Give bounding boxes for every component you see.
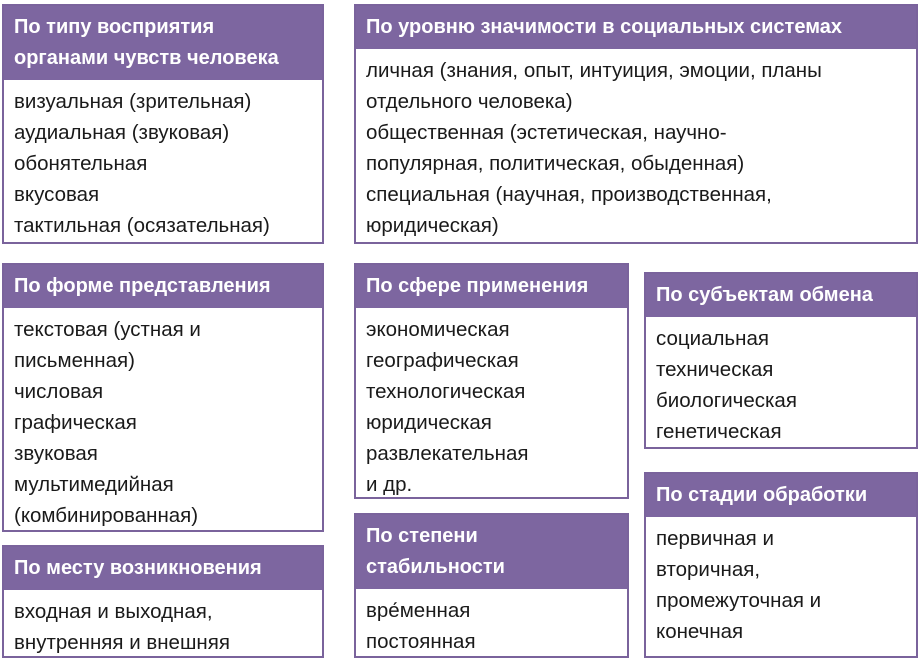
card-form-header <box>4 265 322 308</box>
list-item: специальная (научная, производственная, <box>366 183 772 206</box>
list-item: первичная и <box>656 527 774 550</box>
card-sphere <box>354 263 629 499</box>
card-significance-title-line: По уровню значимости в социальных системах <box>366 16 842 38</box>
card-stability-header <box>356 515 627 589</box>
list-item: числовая <box>14 380 104 403</box>
card-perception-title-line: органами чувств человека <box>14 47 279 69</box>
card-perception-header <box>4 6 322 80</box>
card-origin-header <box>4 547 322 590</box>
list-item: вкусовая <box>14 183 100 206</box>
card-form <box>2 263 324 532</box>
card-processing <box>644 472 918 658</box>
card-origin-body <box>4 590 322 658</box>
card-origin-title-line: По месту возникновения <box>14 557 262 579</box>
list-item: промежуточная и <box>656 589 822 612</box>
list-item: звуковая <box>14 442 98 465</box>
list-item: визуальная (зрительная) <box>14 90 252 113</box>
list-item: развлекательная <box>366 442 529 465</box>
card-perception-title-line: По типу восприятия <box>14 16 215 38</box>
list-item: графическая <box>14 411 137 434</box>
list-item: экономическая <box>366 318 510 341</box>
card-form-body <box>4 308 322 531</box>
card-processing-body <box>646 517 916 647</box>
list-item: входная и выходная, <box>14 600 213 623</box>
card-stability <box>354 513 629 658</box>
card-subjects-body <box>646 317 916 447</box>
card-processing-header <box>646 474 916 517</box>
list-item: техническая <box>656 358 774 381</box>
list-item: обонятельная <box>14 152 148 175</box>
card-perception-body <box>4 80 322 241</box>
card-form-title-line: По форме представления <box>14 275 271 297</box>
list-item: мультимедийная <box>14 473 174 496</box>
list-item: письменная) <box>14 349 135 372</box>
list-item: вторичная, <box>656 558 761 581</box>
list-item: популярная, политическая, обыденная) <box>366 152 745 175</box>
card-subjects <box>644 272 918 449</box>
list-item: текстовая (устная и <box>14 318 201 341</box>
list-item: юридическая) <box>366 214 499 237</box>
list-item: тактильная (осязательная) <box>14 214 270 237</box>
card-significance-body <box>356 49 916 241</box>
card-sphere-body <box>356 308 627 500</box>
list-item: конечная <box>656 620 744 643</box>
list-item: общественная (эстетическая, научно- <box>366 121 727 144</box>
list-item: личная (знания, опыт, интуиция, эмоции, планы <box>366 59 822 82</box>
list-item: постоянная <box>366 630 476 653</box>
card-origin <box>2 545 324 658</box>
card-stability-title-line: стабильности <box>366 556 505 578</box>
card-processing-title-line: По стадии обработки <box>656 484 868 506</box>
list-item: юридическая <box>366 411 492 434</box>
card-sphere-header <box>356 265 627 308</box>
card-sphere-title-line: По сфере применения <box>366 275 589 297</box>
card-subjects-title-line: По субъектам обмена <box>656 284 873 306</box>
list-item: (комбинированная) <box>14 504 199 527</box>
list-item: биологическая <box>656 389 797 412</box>
card-significance <box>354 4 918 244</box>
list-item: генетическая <box>656 420 782 443</box>
card-significance-header <box>356 6 916 49</box>
list-item: внутренняя и внешняя <box>14 631 230 654</box>
list-item: технологическая <box>366 380 526 403</box>
card-stability-title-line: По степени <box>366 525 478 547</box>
list-item: и др. <box>366 473 413 496</box>
card-subjects-header <box>646 274 916 317</box>
list-item: отдельного человека) <box>366 90 573 113</box>
list-item: вре́менная <box>366 599 471 622</box>
list-item: социальная <box>656 327 769 350</box>
list-item: аудиальная (звуковая) <box>14 121 230 144</box>
list-item: географическая <box>366 349 519 372</box>
card-stability-body <box>356 589 627 657</box>
card-perception <box>2 4 324 244</box>
